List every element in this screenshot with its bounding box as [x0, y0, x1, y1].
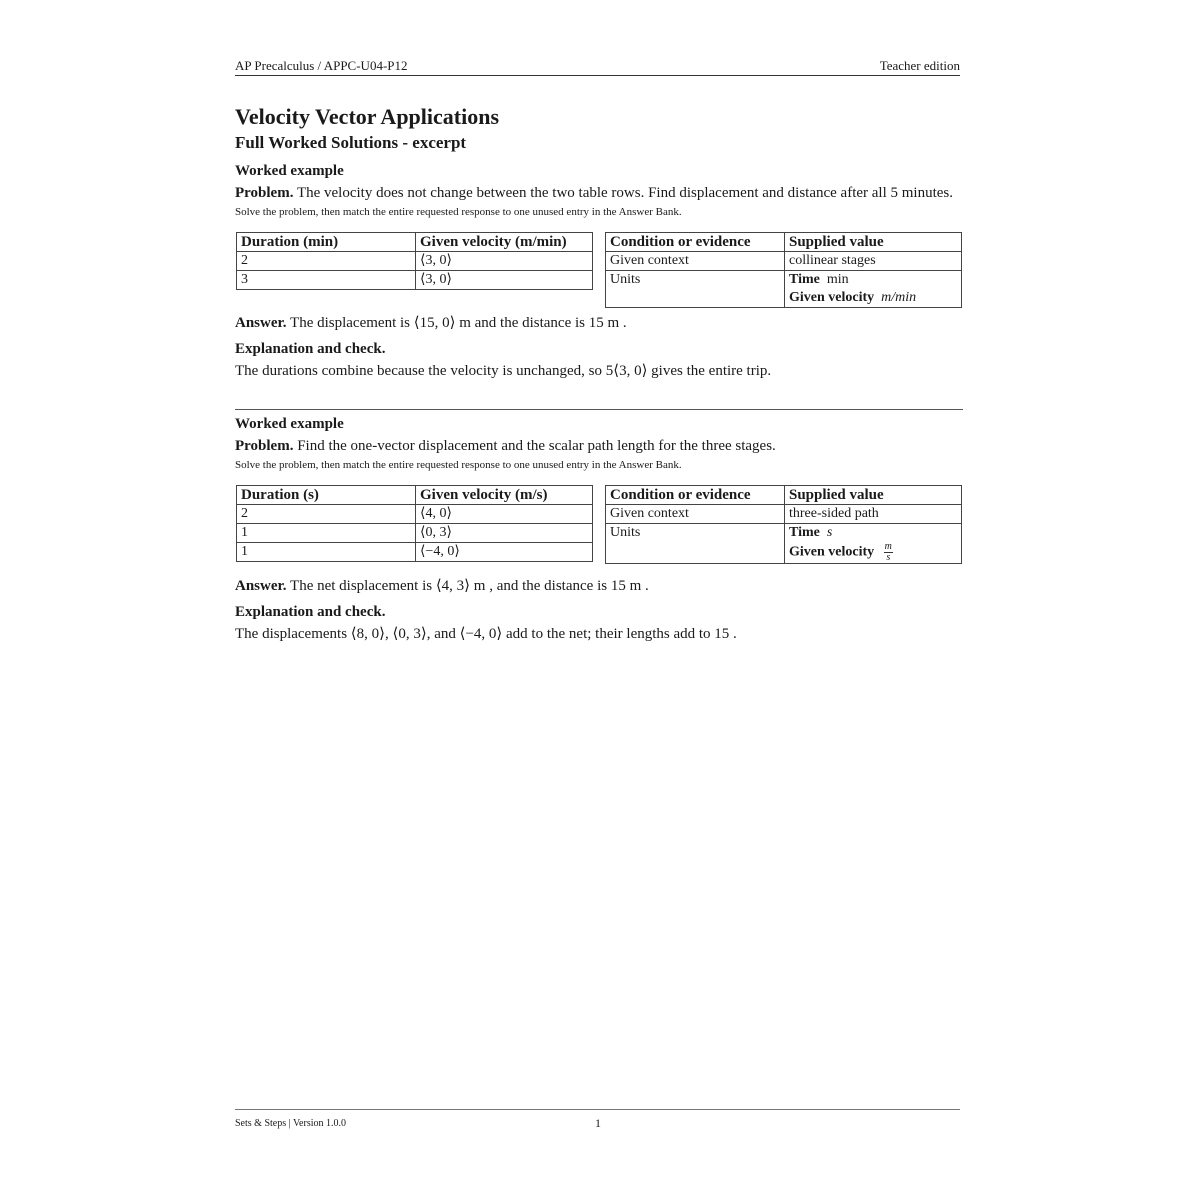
column-header: Condition or evidence [606, 233, 785, 252]
time-unit-line [789, 524, 957, 542]
column-header: Given velocity (m/min) [416, 233, 593, 252]
problem-text: The velocity does not change between the two table rows. Find displacement and distance after all 5 minutes. [296, 185, 954, 201]
table-cell: ⟨4, 0⟩ [416, 505, 593, 524]
table-cell: 1 [237, 543, 416, 562]
velocity-label: Given velocity [789, 290, 875, 305]
table-cell: ⟨−4, 0⟩ [416, 543, 593, 562]
explanation-text: The displacements ⟨8, 0⟩, ⟨0, 3⟩, and ⟨−4, 0⟩ add to the net; their lengths add to 15 . [235, 626, 737, 642]
page-subtitle: Full Worked Solutions - excerpt [235, 133, 467, 152]
velocity-unit-line [789, 542, 957, 563]
page-number: 1 [595, 1116, 601, 1130]
instruction-text: Solve the problem, then match the entire requested response to one unused entry in the Answer Bank. [235, 459, 682, 471]
worked-example-2 [235, 413, 963, 645]
answer-line [235, 312, 963, 334]
course-label: AP Precalculus / APPC-U04-P12 [235, 58, 408, 73]
time-unit: min [826, 272, 849, 287]
table-header-row [606, 233, 962, 252]
page-footer [235, 1109, 960, 1138]
instruction-text: Solve the problem, then match the entire requested response to one unused entry in the Answer Bank. [235, 206, 682, 218]
column-header: Supplied value [785, 233, 962, 252]
table-row [237, 252, 593, 271]
answer-text: The net displacement is ⟨4, 3⟩ m , and the distance is 15 m . [290, 578, 649, 594]
table-cell: Units [606, 271, 785, 308]
table-header-row [237, 486, 593, 505]
table-row [606, 505, 962, 524]
problem-label: Problem. [235, 438, 294, 454]
units-cell [785, 524, 962, 564]
table-header-row [606, 486, 962, 505]
column-header: Condition or evidence [606, 486, 785, 505]
answer-label: Answer. [235, 578, 287, 594]
table-cell: 1 [237, 524, 416, 543]
table-header-row [237, 233, 593, 252]
table-cell: Units [606, 524, 785, 564]
section-divider [235, 409, 963, 410]
column-header: Duration (min) [237, 233, 416, 252]
table-cell: ⟨3, 0⟩ [416, 252, 593, 271]
duration-velocity-table [236, 485, 593, 562]
table-cell: collinear stages [785, 252, 962, 271]
velocity-unit-line [789, 289, 957, 307]
table-cell: three-sided path [785, 505, 962, 524]
edition-label: Teacher edition [879, 58, 960, 73]
table-cell: 2 [237, 252, 416, 271]
table-row [237, 524, 593, 543]
footer-version: Sets & Steps | Version 1.0.0 [235, 1118, 346, 1129]
problem-statement [235, 435, 963, 457]
fraction-numerator: m [884, 541, 892, 552]
units-cell [785, 271, 962, 308]
table-row [606, 271, 962, 308]
velocity-label: Given velocity [789, 544, 875, 560]
answer-label: Answer. [235, 315, 287, 331]
table-row [237, 271, 593, 290]
table-row [237, 543, 593, 562]
table-row [606, 524, 962, 564]
velocity-unit: m/min [881, 290, 917, 305]
condition-table [605, 485, 962, 564]
running-header [235, 58, 960, 76]
column-header: Given velocity (m/s) [416, 486, 593, 505]
explanation-heading: Explanation and check. [235, 604, 386, 620]
problem-statement [235, 182, 963, 204]
explanation-heading: Explanation and check. [235, 341, 386, 357]
page-title: Velocity Vector Applications [235, 104, 500, 129]
table-cell: 2 [237, 505, 416, 524]
table-row [237, 505, 593, 524]
time-unit: s [826, 525, 833, 540]
fraction-denominator: s [886, 552, 891, 563]
duration-velocity-table [236, 232, 593, 290]
time-unit-line [789, 271, 957, 289]
time-label: Time [789, 525, 820, 540]
table-cell: ⟨0, 3⟩ [416, 524, 593, 543]
column-header: Supplied value [785, 486, 962, 505]
table-cell: 3 [237, 271, 416, 290]
condition-table [605, 232, 962, 308]
velocity-unit-fraction [884, 542, 893, 563]
problem-text: Find the one-vector displacement and the scalar path length for the three stages. [297, 438, 776, 454]
table-cell: ⟨3, 0⟩ [416, 271, 593, 290]
worked-example-1 [235, 160, 963, 382]
explanation-text: The durations combine because the velocity is unchanged, so 5⟨3, 0⟩ gives the entire trip. [235, 363, 772, 379]
table-cell: Given context [606, 252, 785, 271]
example-heading: Worked example [235, 163, 344, 179]
column-header: Duration (s) [237, 486, 416, 505]
table-cell: Given context [606, 505, 785, 524]
table-row [606, 252, 962, 271]
answer-line [235, 575, 963, 597]
example-heading: Worked example [235, 416, 344, 432]
time-label: Time [789, 272, 820, 287]
problem-label: Problem. [235, 185, 294, 201]
data-tables [235, 232, 963, 312]
answer-text: The displacement is ⟨15, 0⟩ m and the distance is 15 m . [290, 315, 627, 331]
data-tables [235, 485, 963, 565]
